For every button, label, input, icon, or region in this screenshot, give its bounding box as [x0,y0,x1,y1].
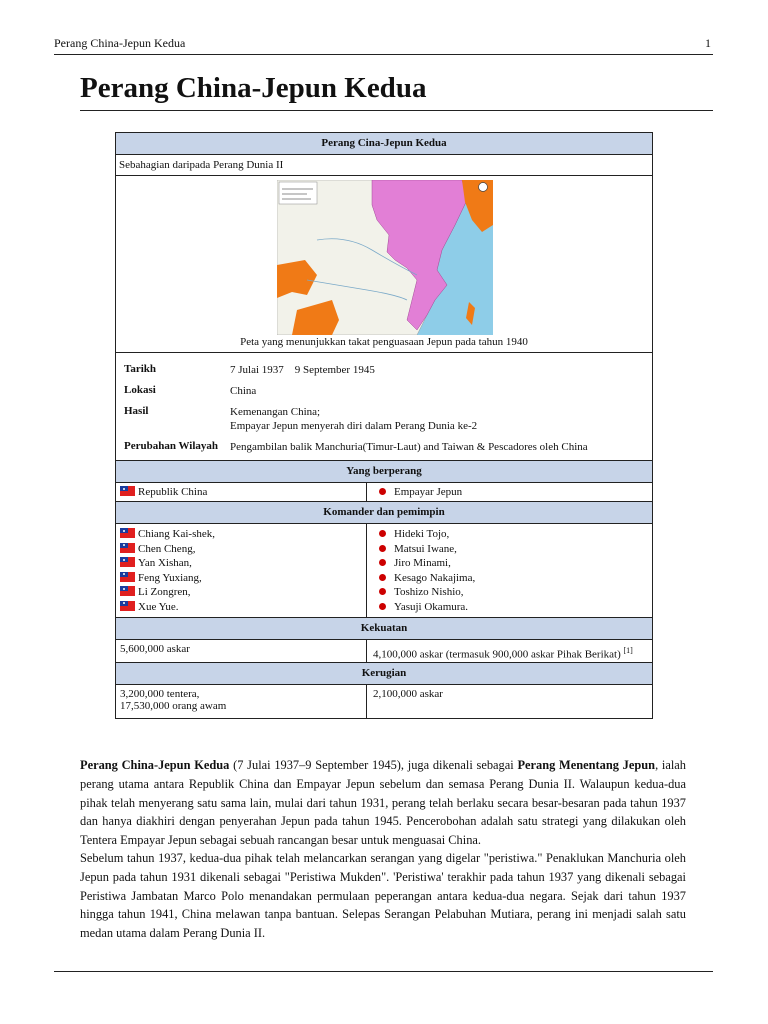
commander-item [373,556,652,571]
japan-flag-icon [379,530,386,537]
commander-item [120,542,366,557]
commander-item [373,542,652,557]
commander-name[interactable]: Matsui Iwane, [394,542,457,555]
commander-name[interactable]: Hideki Tojo, [394,528,450,540]
roc-flag-icon [120,543,135,553]
commander-name[interactable]: Li Zongren, [138,586,191,598]
map-marker [479,183,488,192]
infobox-heading: Perang Cina-Jepun Kedua [116,133,652,155]
fact-value[interactable]: China [230,385,257,397]
belligerent-china[interactable]: Republik China [138,486,208,498]
fact-value: Pengambilan balik Manchuria(Timur-Laut) and Taiwan & Pescadores oleh China [230,441,588,453]
roc-flag-icon [120,586,135,596]
commander-item [120,556,366,571]
casualties-line: 3,200,000 tentera, [120,688,200,700]
japan-flag-icon [379,603,386,610]
map-caption: Peta yang menunjukkan takat penguasaan Jepun pada tahun 1940 [240,336,528,348]
casualties-line: 17,530,000 orang awam [120,700,227,712]
commander-item [120,585,366,600]
roc-flag-icon [120,572,135,582]
paragraph-intro [80,756,686,850]
belligerents-heading: Yang berperang [116,461,652,483]
commander-name[interactable]: Chiang Kai-shek, [138,528,215,540]
roc-flag-icon [120,557,135,567]
strength-japan [367,640,652,662]
roc-flag-icon [120,528,135,538]
infobox-facts [116,353,652,461]
commander-item [373,527,652,542]
title-rule [80,110,713,111]
strength-heading: Kekuatan [116,618,652,640]
fact-label: Perubahan Wilayah [124,440,219,452]
casualties-heading: Kerugian [116,663,652,685]
commander-item [373,600,652,615]
running-title: Perang China-Jepun Kedua [54,36,186,50]
page-number: 1 [705,36,711,50]
commander-item [120,600,366,615]
fact-value [230,405,652,433]
japan-flag-icon [379,559,386,566]
strength-japan-text: 4,100,000 askar (termasuk 900,000 askar Pihak Berikat) [373,648,621,661]
strength-china: 5,600,000 askar [116,640,367,662]
commander-name[interactable]: Yan Xishan, [138,557,192,569]
commander-name[interactable]: Xue Yue. [138,600,179,613]
commander-name[interactable]: Chen Cheng, [138,542,196,555]
fact-date [116,363,652,377]
fact-location [116,384,652,398]
fact-label: Tarikh [124,363,157,375]
japan-flag-icon [379,574,386,581]
bold-term: Perang Menentang Jepun [517,758,656,772]
reference-link[interactable]: [1] [623,646,633,655]
result-line: Empayar Jepun menyerah diri dalam Perang Dunia ke-2 [230,420,478,432]
japan-flag-icon [379,545,386,552]
commander-item [120,527,366,542]
casualties-japan: 2,100,000 askar [373,688,443,700]
fact-territory [116,440,652,454]
map-cell [116,176,652,353]
casualties-row [116,685,652,718]
map-image[interactable] [277,180,493,335]
commander-name[interactable]: Yasuji Okamura. [394,600,469,613]
bold-term: Perang China-Jepun Kedua [80,758,230,772]
commander-name[interactable]: Jiro Minami, [394,557,451,569]
commander-name[interactable]: Kesago Nakajima, [394,571,476,584]
roc-flag-icon [120,486,135,496]
japan-flag-icon [379,588,386,595]
result-line: Kemenangan China; [230,406,321,418]
commander-item [373,585,652,600]
fact-value: 7 Julai 1937 9 September 1945 [230,364,375,376]
commanders-heading: Komander dan pemimpin [116,502,652,524]
footer-rule [54,971,713,972]
fact-result [116,405,652,433]
commander-item [120,571,366,586]
map-legend [279,182,317,204]
infobox-part-of[interactable]: Sebahagian daripada Perang Dunia II [116,155,652,176]
paragraph-text: , ialah perang utama antara Republik China dan Empayar Jepun sebelum dan semasa Perang Dunia II. Walaupun kedua-dua pihak telah menyerang satu sama lain, mulai dari tahun 1931, perang telah berlaku secara besar-besaran pada tahun 1937 dan hanya diakhiri dengan penyerahan Jepun pada tahun 1945. Pencerobohan adalah satu strategi yang dilakukan oleh Tentera Empayar Jepun sebagai sebuah rancangan besar untuk menguasai China. [80,758,686,848]
casualties-china [116,685,367,718]
running-header [54,36,713,55]
japan-flag-icon [379,488,386,495]
paragraph-text: (7 Julai 1937–9 September 1945), juga dikenali sebagai [229,758,518,772]
commander-name[interactable]: Feng Yuxiang, [138,571,202,584]
commanders-japan [367,524,652,617]
belligerent-japan[interactable]: Empayar Jepun [394,486,463,498]
strength-row [116,640,652,663]
paragraph-background: Sebelum tahun 1937, kedua-dua pihak telah melancarkan serangan yang digelar "peristiwa." Penaklukan Manchuria oleh Jepun pada tahun 1931 dikenali sebagai "Peristiwa Mukden". 'Peristiwa' terakhir pada tahun 1937 yang dikenali sebagai Peristiwa Jambatan Marco Polo menandakan permulaan peperangan antara kedua-dua negara. Sejak dari tahun 1937 hingga tahun 1941, China melawan tanpa bantuan. Selepas Serangan Pelabuhan Mutiara, perang ini menjadi salah satu medan utama dalam Perang Dunia II. [80,851,686,941]
commander-name[interactable]: Toshizo Nishio, [394,586,464,598]
commanders-row [116,524,652,618]
fact-label: Lokasi [124,384,156,396]
roc-flag-icon [120,601,135,611]
fact-label: Hasil [124,405,149,417]
commanders-china [116,524,367,617]
belligerents-row [116,483,652,502]
page-title: Perang China-Jepun Kedua [80,72,427,104]
infobox [115,132,653,719]
commander-item [373,571,652,586]
